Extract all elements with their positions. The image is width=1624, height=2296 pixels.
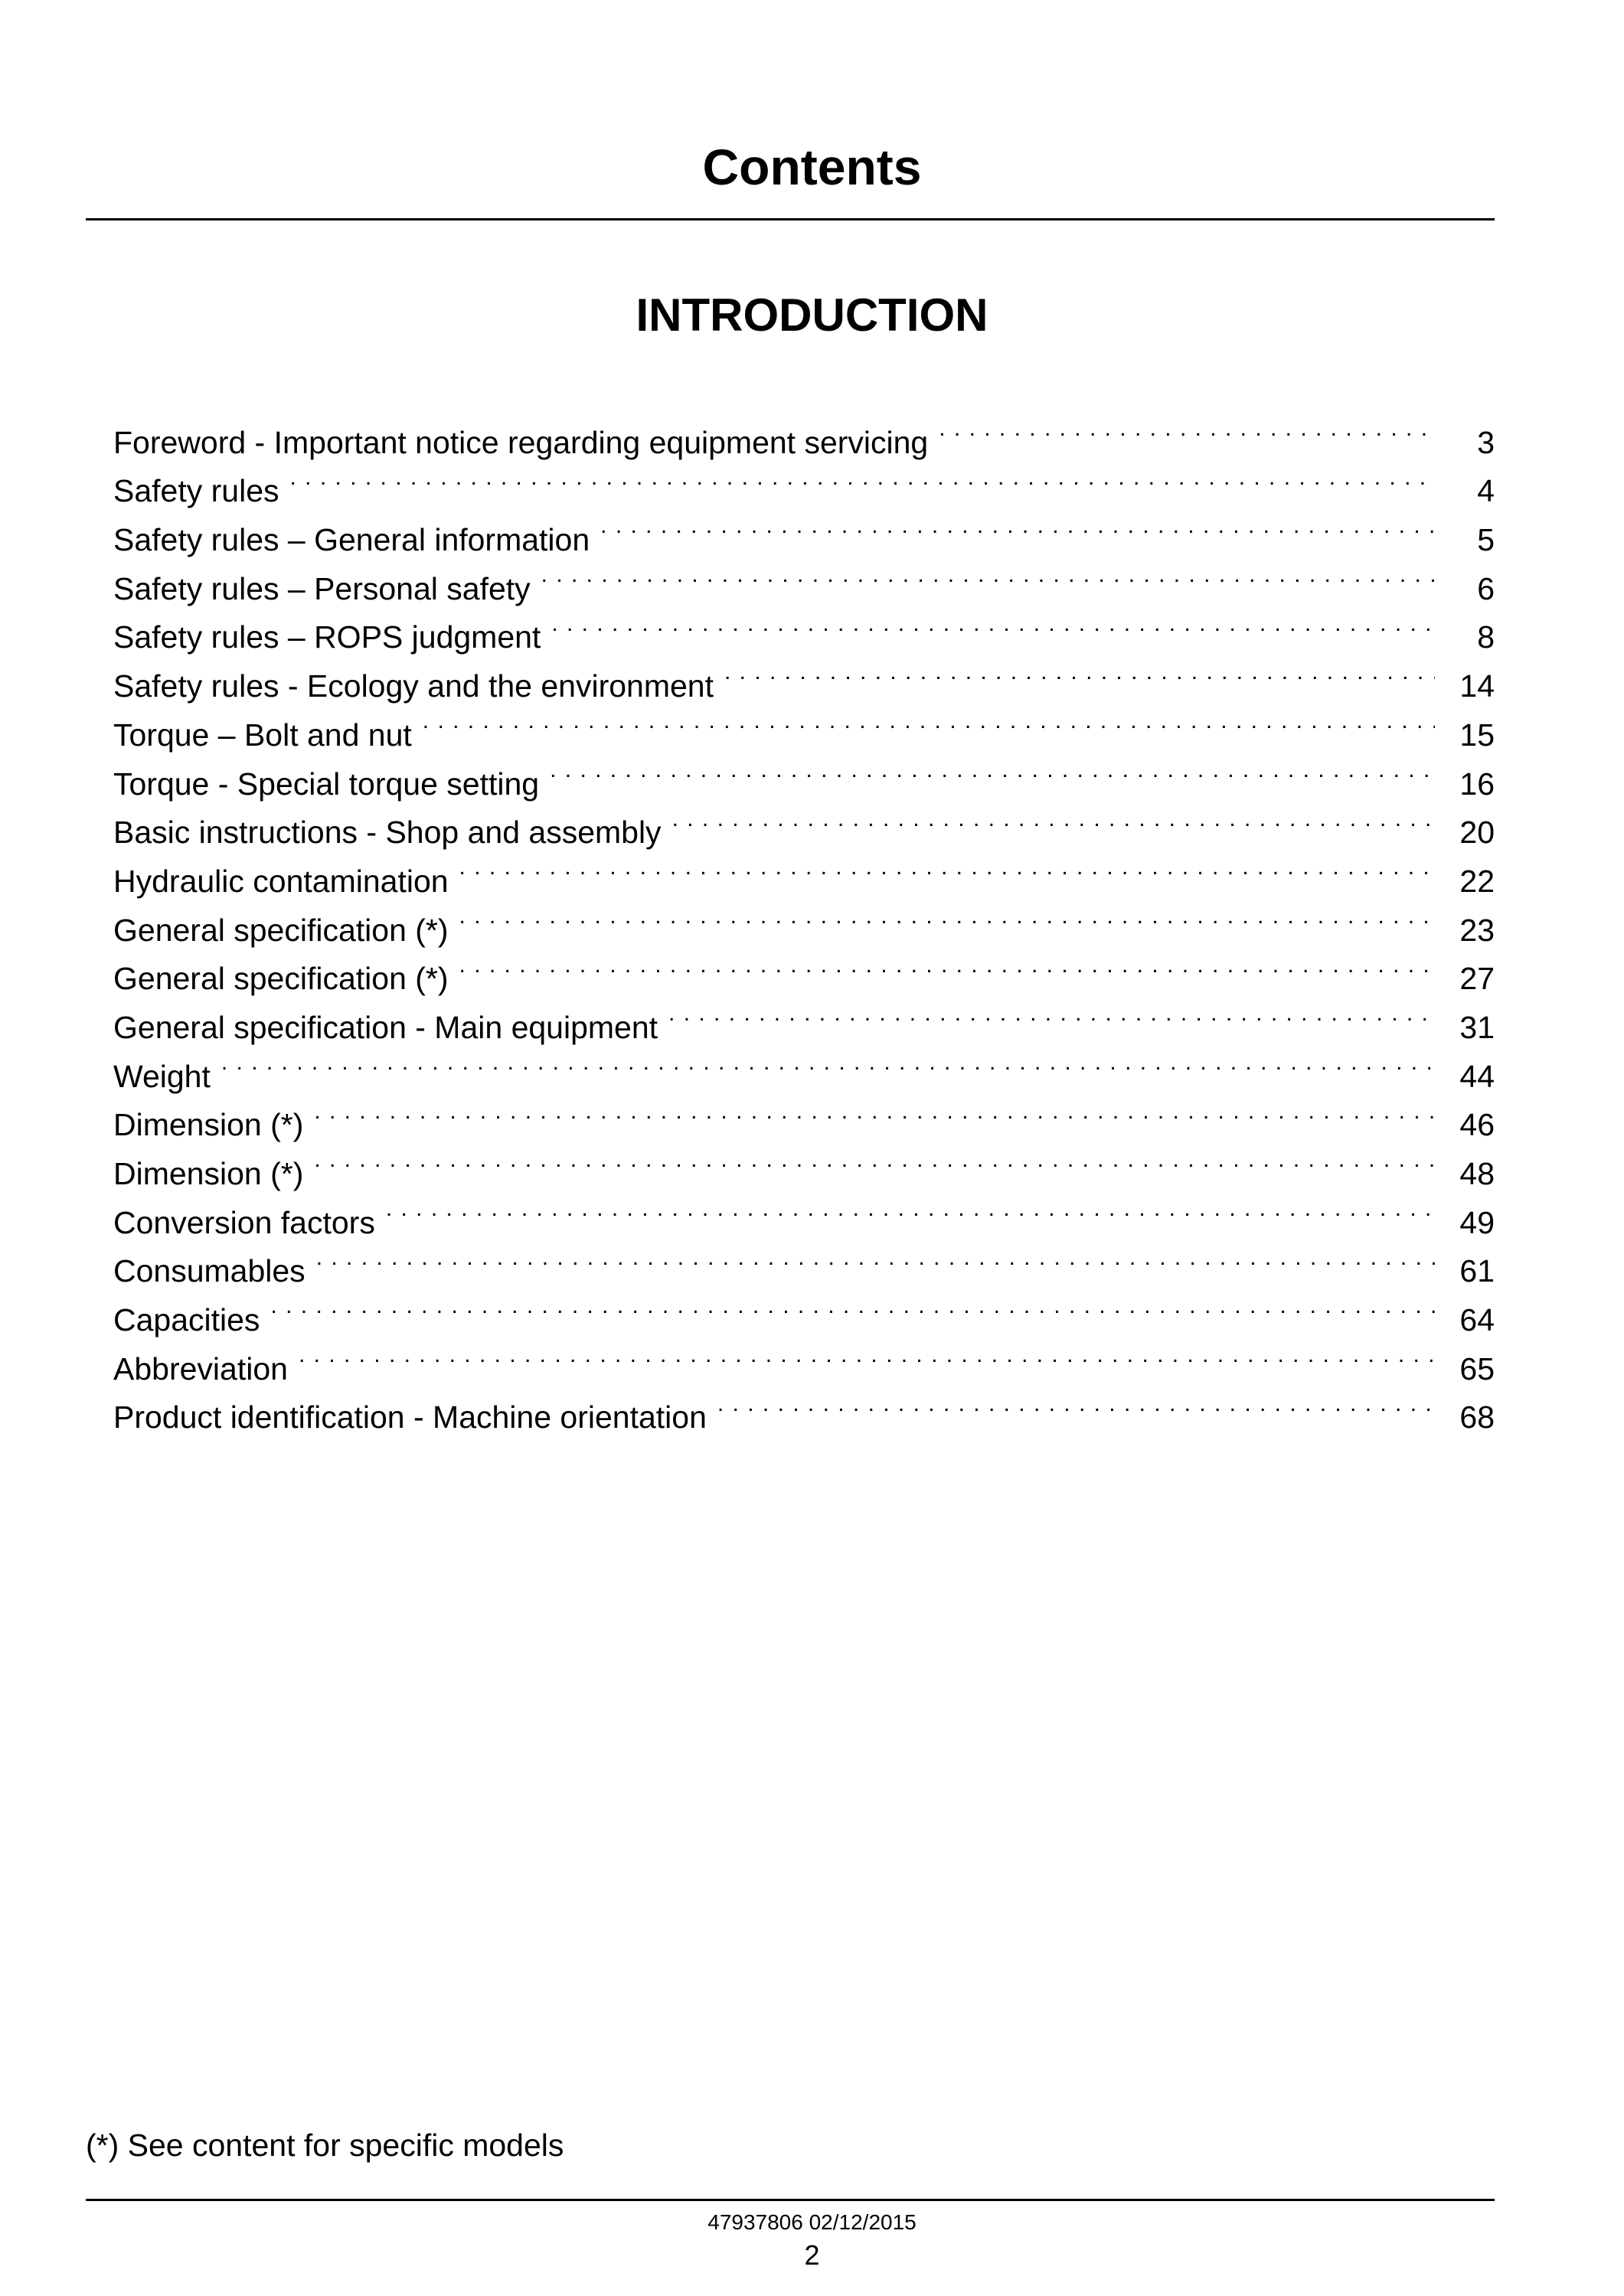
toc-entry-page: 31 [1459, 1009, 1495, 1045]
toc-dot-leader [668, 989, 1435, 1038]
toc-entry-title: Basic instructions - Shop and assembly [113, 815, 662, 851]
document-code: 47937806 02/12/2015 [707, 2210, 917, 2234]
toc-entry-title: Safety rules - Ecology and the environment [113, 668, 714, 704]
toc-dot-leader [299, 1331, 1435, 1380]
toc-entry-title: General specification (*) [113, 912, 449, 948]
toc-dot-leader [724, 648, 1435, 697]
toc-entry-title: Safety rules [113, 473, 279, 509]
toc-entry-title: Torque - Special torque setting [113, 766, 540, 802]
toc-entry-page: 23 [1459, 912, 1495, 948]
toc-entry-title: Dimension (*) [113, 1107, 304, 1143]
page-number: 2 [804, 2239, 820, 2271]
toc-entry-title: Consumables [113, 1253, 306, 1289]
toc-dot-leader [717, 1380, 1435, 1429]
toc-entry-page: 27 [1459, 961, 1495, 997]
toc-entry[interactable] [113, 453, 1495, 509]
section-title: INTRODUCTION [636, 289, 988, 341]
toc-entry-page: 46 [1459, 1107, 1495, 1143]
toc-entry-title: Product identification - Machine orientation [113, 1399, 707, 1435]
toc-dot-leader [290, 453, 1436, 502]
toc-entry-title: Dimension (*) [113, 1156, 304, 1191]
table-of-contents [113, 404, 1495, 1435]
toc-dot-leader [541, 550, 1435, 599]
toc-entry-page: 6 [1477, 570, 1495, 606]
toc-entry-title: Conversion factors [113, 1204, 375, 1240]
toc-entry-title: Weight [113, 1058, 211, 1094]
toc-dot-leader [386, 1184, 1435, 1233]
toc-entry-page: 3 [1477, 424, 1495, 460]
toc-entry[interactable] [113, 1233, 1495, 1289]
toc-entry-page: 61 [1459, 1253, 1495, 1289]
toc-entry[interactable] [113, 1087, 1495, 1143]
toc-entry[interactable] [113, 1282, 1495, 1338]
toc-entry[interactable] [113, 1184, 1495, 1240]
toc-entry-page: 20 [1459, 815, 1495, 851]
toc-entry-page: 14 [1459, 668, 1495, 704]
toc-entry-page: 8 [1477, 619, 1495, 655]
toc-dot-leader [939, 404, 1435, 453]
toc-dot-leader [314, 1135, 1435, 1184]
toc-dot-leader [270, 1282, 1435, 1331]
toc-entry[interactable] [113, 1331, 1495, 1386]
toc-entry-title: Foreword - Important notice regarding equipment servicing [113, 424, 929, 460]
toc-entry[interactable] [113, 501, 1495, 558]
toc-dot-leader [672, 795, 1435, 844]
toc-entry[interactable] [113, 1135, 1495, 1191]
toc-dot-leader [221, 1038, 1435, 1087]
toc-entry-title: Torque – Bolt and nut [113, 717, 412, 753]
toc-dot-leader [316, 1233, 1435, 1282]
toc-entry[interactable] [113, 404, 1495, 460]
toc-dot-leader [459, 843, 1435, 892]
toc-entry-page: 16 [1459, 766, 1495, 802]
toc-entry-page: 15 [1459, 717, 1495, 753]
toc-dot-leader [423, 697, 1435, 746]
toc-entry-title: Capacities [113, 1302, 260, 1338]
toc-entry-page: 22 [1459, 863, 1495, 899]
footer-divider [86, 2199, 1495, 2201]
toc-entry-page: 64 [1459, 1302, 1495, 1338]
toc-entry[interactable] [113, 1038, 1495, 1094]
toc-entry-page: 48 [1459, 1156, 1495, 1191]
toc-entry-title: Abbreviation [113, 1350, 288, 1386]
toc-dot-leader [459, 941, 1435, 990]
toc-dot-leader [459, 892, 1435, 941]
toc-entry-title: Hydraulic contamination [113, 863, 449, 899]
header-divider [86, 218, 1495, 220]
toc-entry-page: 68 [1459, 1399, 1495, 1435]
toc-entry-page: 4 [1477, 473, 1495, 509]
toc-entry-page: 5 [1477, 522, 1495, 558]
page-title: Contents [702, 139, 922, 195]
toc-entry-title: Safety rules – Personal safety [113, 570, 531, 606]
toc-dot-leader [551, 599, 1435, 648]
toc-dot-leader [550, 746, 1435, 795]
toc-entry-page: 49 [1459, 1204, 1495, 1240]
toc-entry-title: General specification - Main equipment [113, 1009, 658, 1045]
toc-dot-leader [314, 1087, 1435, 1136]
toc-dot-leader [600, 501, 1435, 550]
toc-entry-title: Safety rules – General information [113, 522, 590, 558]
footnote: (*) See content for specific models [86, 2128, 564, 2163]
toc-entry[interactable] [113, 1380, 1495, 1435]
toc-entry-title: Safety rules – ROPS judgment [113, 619, 541, 655]
toc-entry-page: 65 [1459, 1350, 1495, 1386]
toc-entry-title: General specification (*) [113, 961, 449, 997]
toc-entry-page: 44 [1459, 1058, 1495, 1094]
